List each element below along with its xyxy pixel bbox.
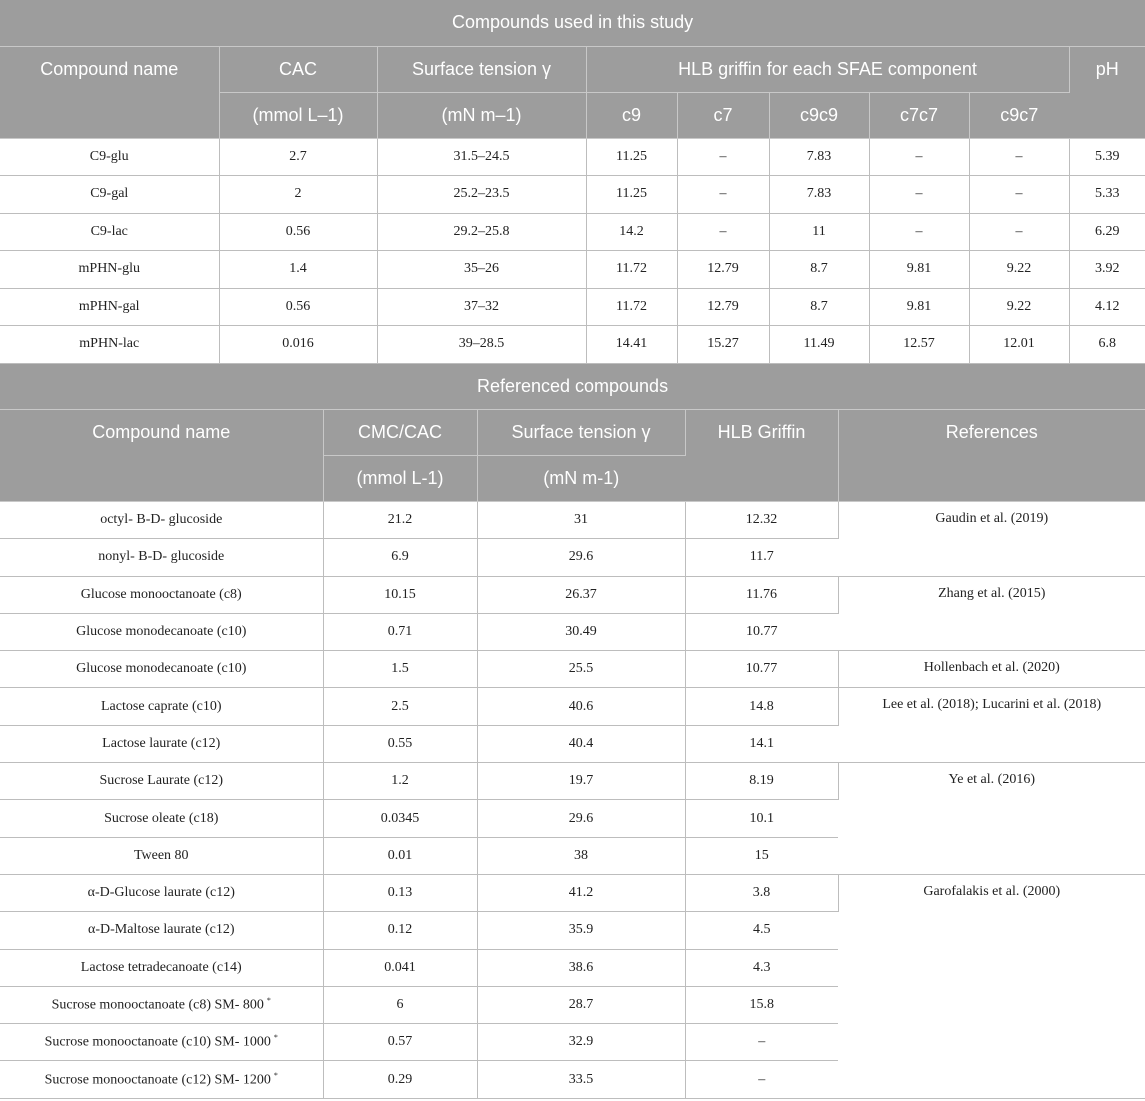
hlb-c9c9-cell: 7.83 <box>769 138 869 176</box>
reference-cell: Gaudin et al. (2019) <box>838 502 1145 577</box>
hlb-cell: 10.77 <box>685 651 838 688</box>
header-ph: pH <box>1069 46 1145 138</box>
compound-name-cell <box>0 874 323 911</box>
cmc-cell: 21.2 <box>323 502 477 539</box>
cmc-cell: 0.71 <box>323 613 477 650</box>
surface-tension-cell: 26.37 <box>477 576 685 613</box>
ph-cell: 4.12 <box>1069 288 1145 326</box>
surface-tension-cell: 32.9 <box>477 1024 685 1061</box>
hlb-cell: – <box>685 1061 838 1098</box>
table-row <box>0 874 1145 911</box>
hlb-c9c7-cell: – <box>969 213 1069 251</box>
header-c9c7: c9c7 <box>969 92 1069 138</box>
hlb-cell: 15.8 <box>685 986 838 1023</box>
table-row <box>0 138 1145 176</box>
hlb-c9c9-cell: 7.83 <box>769 176 869 214</box>
table-row <box>0 576 1145 613</box>
hlb-c9c7-cell: 12.01 <box>969 326 1069 364</box>
surface-tension-cell: 31.5–24.5 <box>377 138 586 176</box>
compound-name-cell <box>0 1024 323 1061</box>
header-compound-name: Compound name <box>0 410 323 502</box>
reference-cell: Zhang et al. (2015) <box>838 576 1145 651</box>
compound-name-cell <box>0 837 323 874</box>
header-hlb: HLB griffin for each SFAE component <box>586 46 1069 92</box>
compound-name-cell <box>0 613 323 650</box>
compound-name-cell <box>0 800 323 837</box>
hlb-c9c9-cell: 11 <box>769 213 869 251</box>
hlb-c9-cell: 11.72 <box>586 288 677 326</box>
header-surface-tension: Surface tension γ <box>377 46 586 92</box>
hlb-c7c7-cell: 9.81 <box>869 288 969 326</box>
hlb-cell: 11.7 <box>685 539 838 576</box>
surface-tension-cell: 31 <box>477 502 685 539</box>
header-c9c9: c9c9 <box>769 92 869 138</box>
cac-cell: 2.7 <box>219 138 377 176</box>
hlb-c7-cell: 12.79 <box>677 251 769 289</box>
compound-name-cell: mPHN-lac <box>0 326 219 364</box>
header-compound-name: Compound name <box>0 46 219 138</box>
surface-tension-cell: 29.6 <box>477 539 685 576</box>
compound-name-text: Sucrose monooctanoate (c12) SM- 1200 <box>44 1072 271 1088</box>
compound-name-text: Sucrose Laurate (c12) <box>99 773 224 789</box>
hlb-cell: – <box>685 1024 838 1061</box>
header-c9: c9 <box>586 92 677 138</box>
hlb-c9c9-cell: 11.49 <box>769 326 869 364</box>
hlb-cell: 14.1 <box>685 725 838 762</box>
hlb-c9-cell: 11.25 <box>586 176 677 214</box>
table-row <box>0 251 1145 289</box>
compound-name-text: Glucose monooctanoate (c8) <box>80 586 242 602</box>
ph-cell: 5.39 <box>1069 138 1145 176</box>
hlb-c9c9-cell: 8.7 <box>769 251 869 289</box>
surface-tension-cell: 40.6 <box>477 688 685 725</box>
cmc-cell: 0.01 <box>323 837 477 874</box>
compound-name-cell: C9-gal <box>0 176 219 214</box>
hlb-c7-cell: – <box>677 176 769 214</box>
header-cac: CAC <box>219 46 377 92</box>
table-row <box>0 288 1145 326</box>
table-row <box>0 213 1145 251</box>
surface-tension-cell: 41.2 <box>477 874 685 911</box>
surface-tension-cell: 35–26 <box>377 251 586 289</box>
table-row <box>0 502 1145 539</box>
cmc-cell: 6 <box>323 986 477 1023</box>
compound-name-text: Lactose tetradecanoate (c14) <box>80 959 242 975</box>
compound-name-cell <box>0 502 323 539</box>
reference-cell: Garofalakis et al. (2000) <box>838 874 1145 1098</box>
section-title: Compounds used in this study <box>0 0 1145 46</box>
compound-name-cell <box>0 1061 323 1098</box>
hlb-cell: 8.19 <box>685 763 838 800</box>
hlb-c7-cell: 12.79 <box>677 288 769 326</box>
cmc-cell: 0.55 <box>323 725 477 762</box>
compound-name-text: α-D-Glucose laurate (c12) <box>87 885 235 901</box>
surface-tension-cell: 37–32 <box>377 288 586 326</box>
table-row <box>0 651 1145 688</box>
compound-name-cell <box>0 539 323 576</box>
footnote-mark: * <box>266 996 271 1006</box>
surface-tension-cell: 25.5 <box>477 651 685 688</box>
compound-name-cell: mPHN-glu <box>0 251 219 289</box>
compound-name-cell: mPHN-gal <box>0 288 219 326</box>
cmc-cell: 0.57 <box>323 1024 477 1061</box>
surface-tension-cell: 39–28.5 <box>377 326 586 364</box>
header-references: References <box>838 410 1145 502</box>
hlb-c7c7-cell: 9.81 <box>869 251 969 289</box>
table-row <box>0 326 1145 364</box>
header-c7: c7 <box>677 92 769 138</box>
cmc-cell: 2.5 <box>323 688 477 725</box>
hlb-c7c7-cell: 12.57 <box>869 326 969 364</box>
footnote-mark: * <box>273 1033 278 1043</box>
cmc-cell: 0.041 <box>323 949 477 986</box>
hlb-cell: 3.8 <box>685 874 838 911</box>
hlb-c9c9-cell: 8.7 <box>769 288 869 326</box>
compound-name-text: Sucrose monooctanoate (c8) SM- 800 <box>51 997 264 1013</box>
surface-tension-cell: 40.4 <box>477 725 685 762</box>
hlb-cell: 4.5 <box>685 912 838 949</box>
surface-tension-cell: 29.2–25.8 <box>377 213 586 251</box>
hlb-cell: 14.8 <box>685 688 838 725</box>
ph-cell: 5.33 <box>1069 176 1145 214</box>
hlb-cell: 10.1 <box>685 800 838 837</box>
compound-name-text: nonyl- B-D- glucoside <box>98 549 225 565</box>
hlb-cell: 12.32 <box>685 502 838 539</box>
hlb-c9c7-cell: – <box>969 138 1069 176</box>
compound-name-text: α-D-Maltose laurate (c12) <box>88 922 235 938</box>
hlb-c7-cell: – <box>677 213 769 251</box>
compound-name-text: Glucose monodecanoate (c10) <box>76 624 247 640</box>
compound-name-text: Lactose caprate (c10) <box>101 698 222 714</box>
compound-name-cell: C9-glu <box>0 138 219 176</box>
hlb-c7-cell: – <box>677 138 769 176</box>
cmc-cell: 1.5 <box>323 651 477 688</box>
hlb-cell: 4.3 <box>685 949 838 986</box>
cac-cell: 2 <box>219 176 377 214</box>
hlb-c9-cell: 11.72 <box>586 251 677 289</box>
compound-name-cell <box>0 986 323 1023</box>
surface-tension-cell: 33.5 <box>477 1061 685 1098</box>
table-row <box>0 763 1145 800</box>
cmc-cell: 0.13 <box>323 874 477 911</box>
header-surface-tension-unit: (mN m-1) <box>477 456 685 502</box>
surface-tension-cell: 29.6 <box>477 800 685 837</box>
surface-tension-cell: 38 <box>477 837 685 874</box>
header-cmc: CMC/CAC <box>323 410 477 456</box>
table-row <box>0 688 1145 725</box>
compound-name-cell <box>0 651 323 688</box>
hlb-cell: 11.76 <box>685 576 838 613</box>
compound-name-text: Sucrose monooctanoate (c10) SM- 1000 <box>44 1035 271 1051</box>
cac-cell: 0.56 <box>219 213 377 251</box>
surface-tension-cell: 19.7 <box>477 763 685 800</box>
reference-cell: Ye et al. (2016) <box>838 763 1145 875</box>
header-cac-unit: (mmol L–1) <box>219 92 377 138</box>
hlb-c9c7-cell: 9.22 <box>969 288 1069 326</box>
compound-name-cell <box>0 576 323 613</box>
surface-tension-cell: 28.7 <box>477 986 685 1023</box>
reference-cell: Lee et al. (2018); Lucarini et al. (2018) <box>838 688 1145 763</box>
compound-name-text: Tween 80 <box>133 847 189 863</box>
cac-cell: 0.016 <box>219 326 377 364</box>
compound-name-cell <box>0 949 323 986</box>
hlb-cell: 15 <box>685 837 838 874</box>
header-surface-tension: Surface tension γ <box>477 410 685 456</box>
section-title: Referenced compounds <box>0 364 1145 410</box>
hlb-c9c7-cell: 9.22 <box>969 251 1069 289</box>
compound-name-cell <box>0 725 323 762</box>
hlb-c7c7-cell: – <box>869 176 969 214</box>
referenced-compounds-table <box>0 364 1145 1099</box>
compound-name-cell: C9-lac <box>0 213 219 251</box>
compound-name-text: Glucose monodecanoate (c10) <box>76 661 247 677</box>
cmc-cell: 0.29 <box>323 1061 477 1098</box>
table-row <box>0 176 1145 214</box>
compound-name-cell <box>0 688 323 725</box>
ph-cell: 6.29 <box>1069 213 1145 251</box>
reference-cell: Hollenbach et al. (2020) <box>838 651 1145 688</box>
cmc-cell: 10.15 <box>323 576 477 613</box>
compound-name-text: octyl- B-D- glucoside <box>100 512 223 528</box>
surface-tension-cell: 38.6 <box>477 949 685 986</box>
cac-cell: 1.4 <box>219 251 377 289</box>
cmc-cell: 6.9 <box>323 539 477 576</box>
hlb-cell: 10.77 <box>685 613 838 650</box>
compound-name-text: Sucrose oleate (c18) <box>104 810 219 826</box>
surface-tension-cell: 35.9 <box>477 912 685 949</box>
compounds-table <box>0 0 1145 364</box>
footnote-mark: * <box>273 1070 278 1080</box>
ph-cell: 3.92 <box>1069 251 1145 289</box>
cmc-cell: 1.2 <box>323 763 477 800</box>
hlb-c9-cell: 14.41 <box>586 326 677 364</box>
cmc-cell: 0.0345 <box>323 800 477 837</box>
compound-name-text: Lactose laurate (c12) <box>102 735 221 751</box>
hlb-c7c7-cell: – <box>869 213 969 251</box>
cac-cell: 0.56 <box>219 288 377 326</box>
surface-tension-cell: 30.49 <box>477 613 685 650</box>
compound-name-cell <box>0 912 323 949</box>
hlb-c9-cell: 14.2 <box>586 213 677 251</box>
surface-tension-cell: 25.2–23.5 <box>377 176 586 214</box>
cmc-cell: 0.12 <box>323 912 477 949</box>
header-surface-tension-unit: (mN m–1) <box>377 92 586 138</box>
hlb-c9c7-cell: – <box>969 176 1069 214</box>
header-hlb: HLB Griffin <box>685 410 838 502</box>
ph-cell: 6.8 <box>1069 326 1145 364</box>
header-c7c7: c7c7 <box>869 92 969 138</box>
hlb-c7-cell: 15.27 <box>677 326 769 364</box>
hlb-c9-cell: 11.25 <box>586 138 677 176</box>
hlb-c7c7-cell: – <box>869 138 969 176</box>
compound-name-cell <box>0 763 323 800</box>
header-cmc-unit: (mmol L-1) <box>323 456 477 502</box>
